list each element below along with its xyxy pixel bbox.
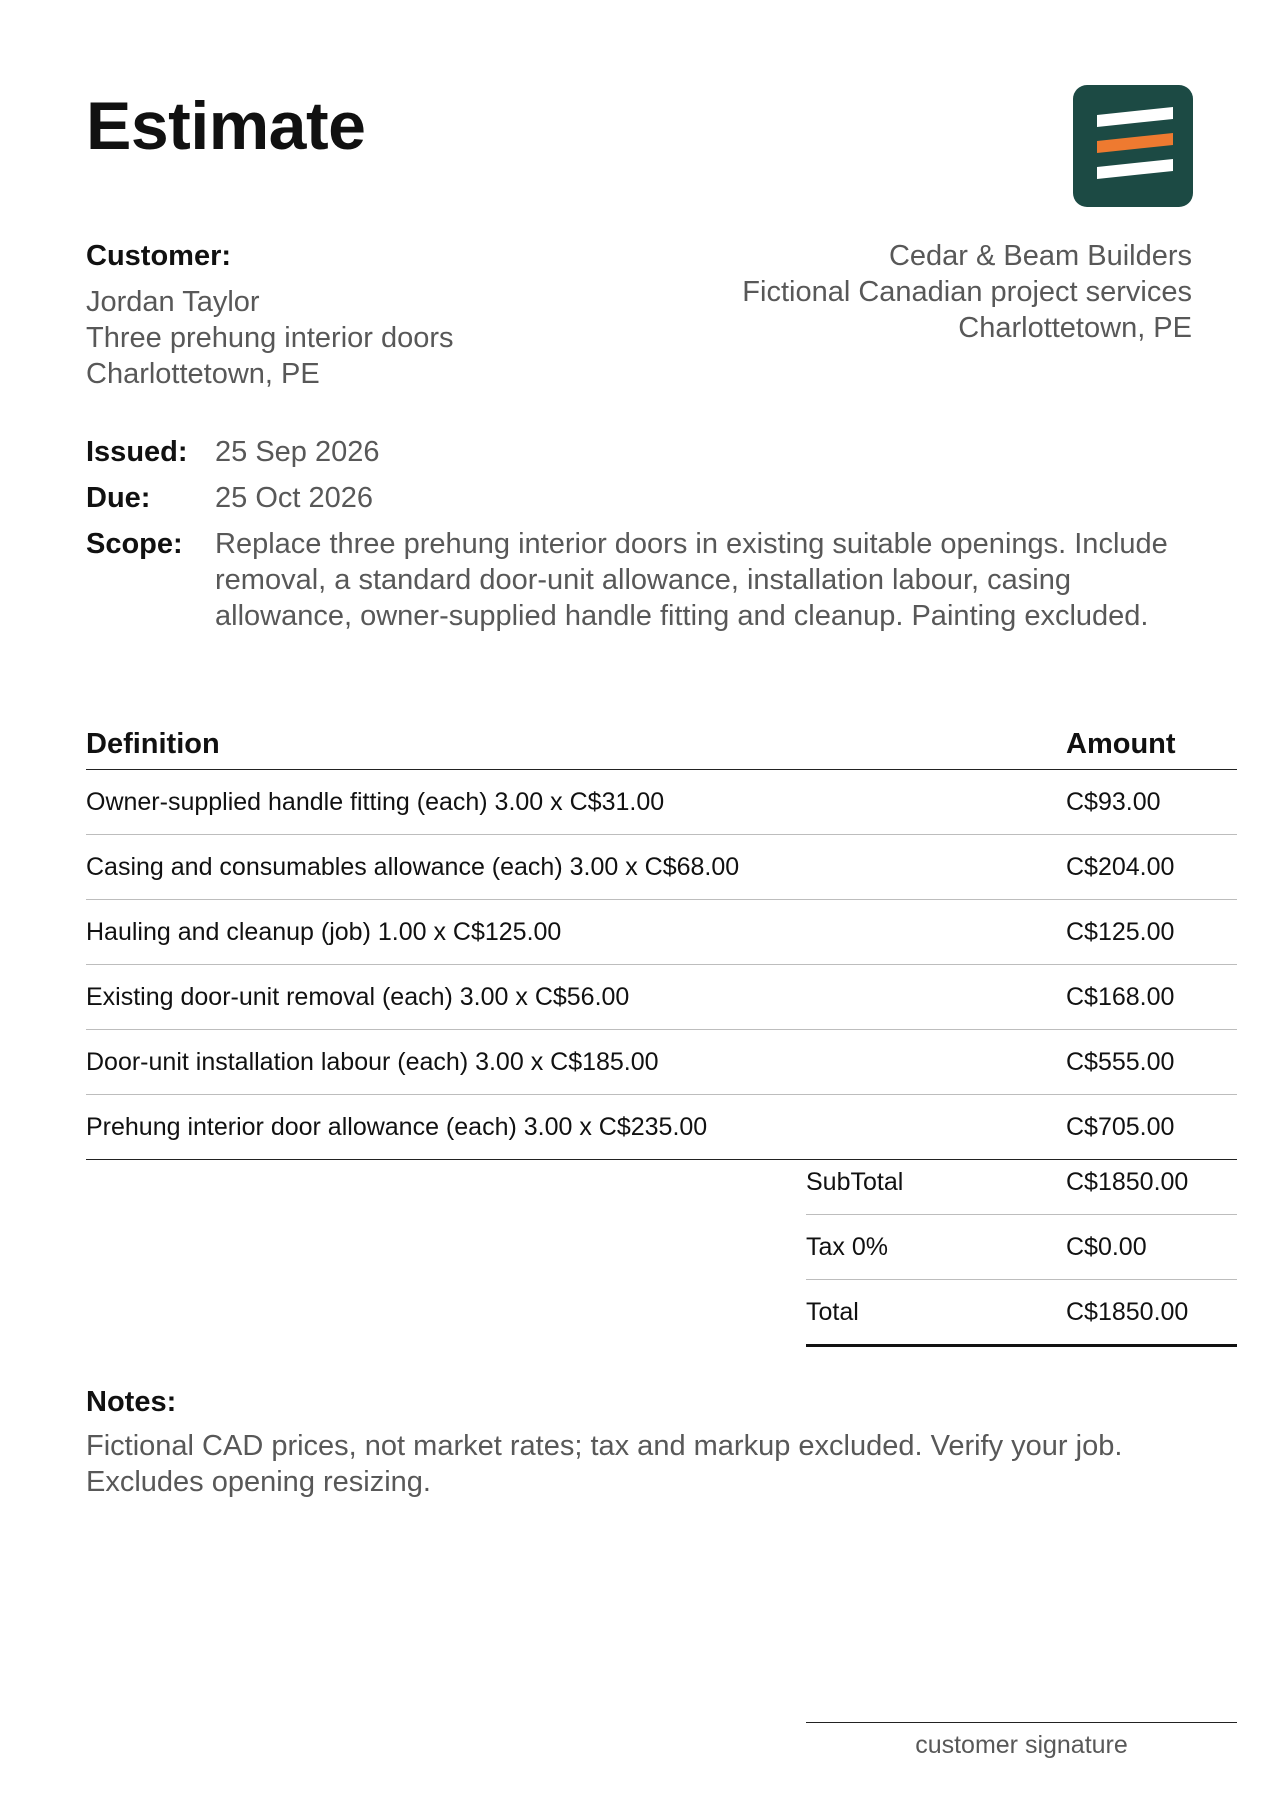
- customer-name: Jordan Taylor: [86, 286, 260, 318]
- customer-block: [86, 238, 454, 392]
- row-amount: C$204.00: [1066, 835, 1237, 900]
- table-row: [86, 965, 1237, 1030]
- total-label: Total: [806, 1280, 1066, 1346]
- totals-table: [806, 1150, 1237, 1347]
- table-row: [86, 770, 1237, 835]
- definition-header: Definition: [86, 720, 1066, 770]
- table-header-row: [86, 720, 1237, 770]
- issued-value: 25 Sep 2026: [215, 436, 380, 468]
- table-row: [86, 835, 1237, 900]
- customer-project: Three prehung interior doors: [86, 322, 454, 354]
- document-title: Estimate: [86, 88, 366, 164]
- signature-label: customer signature: [915, 1731, 1128, 1759]
- subtotal-label: SubTotal: [806, 1150, 1066, 1215]
- row-amount: C$125.00: [1066, 900, 1237, 965]
- row-definition: Owner-supplied handle fitting (each) 3.00 x C$31.00: [86, 770, 1066, 835]
- line-items-table: [86, 720, 1237, 1160]
- total-row: [806, 1280, 1237, 1346]
- row-definition: Door-unit installation labour (each) 3.00 x C$185.00: [86, 1030, 1066, 1095]
- row-amount: C$705.00: [1066, 1095, 1237, 1160]
- amount-header: Amount: [1066, 720, 1237, 770]
- table-row: [86, 1030, 1237, 1095]
- subtotal-value: C$1850.00: [1066, 1150, 1237, 1215]
- row-amount: C$168.00: [1066, 965, 1237, 1030]
- row-amount: C$555.00: [1066, 1030, 1237, 1095]
- customer-location: Charlottetown, PE: [86, 358, 320, 390]
- signature-line: [806, 1722, 1237, 1723]
- issued-row: [86, 434, 1196, 470]
- scope-row: [86, 526, 1196, 634]
- due-label: Due:: [86, 482, 151, 514]
- due-row: [86, 480, 1196, 516]
- notes-label: Notes:: [86, 1386, 177, 1418]
- row-definition: Casing and consumables allowance (each) 3.00 x C$68.00: [86, 835, 1066, 900]
- company-location: Charlottetown, PE: [958, 312, 1192, 344]
- scope-label: Scope:: [86, 528, 183, 560]
- row-definition: Prehung interior door allowance (each) 3.00 x C$235.00: [86, 1095, 1066, 1160]
- tax-row: [806, 1215, 1237, 1280]
- due-value: 25 Oct 2026: [215, 482, 373, 514]
- notes-text: Fictional CAD prices, not market rates; tax and markup excluded. Verify your job. Excludes opening resizing.: [86, 1430, 1123, 1498]
- estimate-meta: [86, 434, 1196, 644]
- company-tagline: Fictional Canadian project services: [742, 276, 1192, 308]
- subtotal-row: [806, 1150, 1237, 1215]
- notes-block: [86, 1384, 1216, 1500]
- row-definition: Existing door-unit removal (each) 3.00 x C$56.00: [86, 965, 1066, 1030]
- row-definition: Hauling and cleanup (job) 1.00 x C$125.00: [86, 900, 1066, 965]
- stacked-planks-logo-icon: [1073, 85, 1193, 207]
- row-amount: C$93.00: [1066, 770, 1237, 835]
- company-block: [742, 238, 1192, 346]
- customer-label: Customer:: [86, 240, 232, 272]
- tax-label: Tax 0%: [806, 1215, 1066, 1280]
- table-row: [86, 900, 1237, 965]
- tax-value: C$0.00: [1066, 1215, 1237, 1280]
- issued-label: Issued:: [86, 436, 188, 468]
- scope-value: Replace three prehung interior doors in existing suitable openings. Include removal, a standard door-unit allowance, installation labour, casing allowance, owner-supplied handle fitting and cleanup. Painting excluded.: [215, 528, 1168, 632]
- company-name: Cedar & Beam Builders: [888, 240, 1192, 272]
- total-value: C$1850.00: [1066, 1280, 1237, 1346]
